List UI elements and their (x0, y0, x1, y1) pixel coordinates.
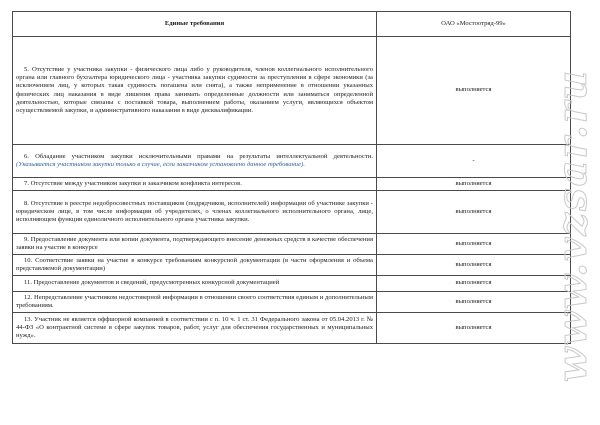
requirement-text: 9. Предоставление документа или копии документа, подтверждающего внесение денежных средств в качестве обеспечения заявки на участие в конкурсе (16, 235, 373, 251)
status-cell: - (377, 145, 571, 178)
header-requirements: Единые требования (13, 12, 377, 37)
status-cell: выполняется (377, 37, 571, 145)
requirement-cell (13, 178, 377, 191)
requirement-note: (Указывается участником закупки только в случае, если заказчиком установлено данное требование). (16, 161, 305, 168)
requirement-cell (13, 255, 377, 276)
requirement-cell (13, 276, 377, 292)
status-cell: выполняется (377, 313, 571, 344)
table-row (13, 191, 571, 234)
table-row (13, 313, 571, 344)
requirement-cell (13, 191, 377, 234)
requirement-cell (13, 145, 377, 178)
requirement-text: 5. Отсутствие у участника закупки - физического лица либо у руководителя, членов коллегиального исполнительного органа или главного бухгалтера юридического лица - участника закупки судимости за преступления в сфере экономики (за исключением лиц, у которых такая судимость погашена или снята), а также неприменение в отношении указанных физических лиц наказания в виде лишения права занимать определенные должности или заниматься определенной деятельностью, которые связаны с поставкой товара, выполнением работы, оказанием услуги, являющихся объектом осуществляемой закупки, и административного наказания в виде дисквалификации. (16, 66, 373, 114)
requirement-text: 10. Соответствие заявки на участие в конкурсе требованиям конкурсной документации (в части оформления и объема представляемой документации) (16, 256, 373, 272)
table-row (13, 37, 571, 145)
requirement-text: 6. Обладание участником закупки исключительными правами на результаты интеллектуальной деятельности. (24, 152, 373, 160)
status-cell: выполняется (377, 292, 571, 313)
requirements-table (12, 11, 571, 344)
requirement-text: 8. Отсутствие в реестре недобросовестных поставщиков (подрядчиков, исполнителей) информации об участнике закупки - юридическом лице, в том числе информации об учредителях, о членах коллегиального исполнительного органа, лице, исполняющем функции единоличного исполнительного органа участника закупки. (16, 199, 373, 224)
status-cell: выполняется (377, 255, 571, 276)
header-supplier: ОАО «Мостоотряд-99» (377, 12, 571, 37)
table-header-row (13, 12, 571, 37)
requirement-text: 13. Участник не является оффшорной компанией в соответствии с п. 10 ч. 1 ст. 31 Федерального закона от 05.04.2013 г. № 44-ФЗ «О контрактной системе в сфере закупок товаров, работ, услуг для обеспечения государственных и муниципальных нужд». (16, 315, 373, 340)
table-row (13, 292, 571, 313)
requirement-text: 11. Предоставление документов и сведений, предусмотренных конкурсной документацией (24, 279, 280, 287)
requirement-cell (13, 292, 377, 313)
status-cell: выполняется (377, 276, 571, 292)
requirement-cell (13, 313, 377, 344)
table-row (13, 234, 571, 255)
requirement-text: 12. Непредставление участником недостоверной информации в отношении своего соответствия единым и дополнительным требованиям. (16, 293, 373, 309)
table-row (13, 276, 571, 292)
watermark-text: www.vzsar.ru (549, 68, 597, 382)
status-cell: выполняется (377, 178, 571, 191)
status-cell: выполняется (377, 234, 571, 255)
site-watermark (550, 40, 596, 410)
requirement-cell (13, 234, 377, 255)
requirement-text: 7. Отсутствие между участником закупки и заказчиком конфликта интересов. (24, 179, 242, 187)
requirement-cell (13, 37, 377, 145)
table-row (13, 255, 571, 276)
table-row (13, 145, 571, 178)
table-row (13, 178, 571, 191)
status-cell: выполняется (377, 191, 571, 234)
